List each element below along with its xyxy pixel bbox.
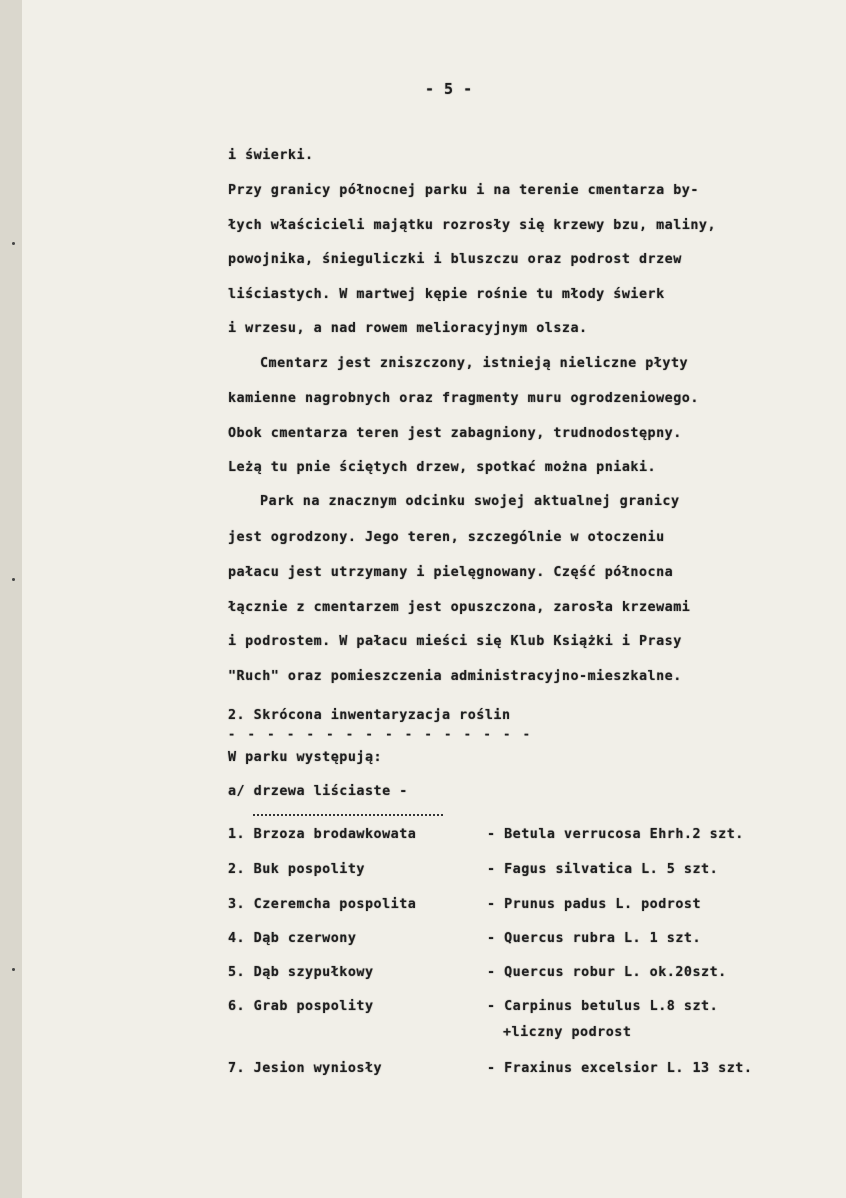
- species-name: 3. Czeremcha pospolita: [228, 897, 417, 912]
- species-name: 7. Jesion wyniosły: [228, 1061, 383, 1076]
- margin-mark: [12, 578, 15, 581]
- paragraph-line: łych właścicieli majątku rozrosły się krzewy bzu, maliny,: [228, 218, 717, 233]
- species-latin: - Fraxinus excelsior L. 13 szt.: [487, 1061, 753, 1076]
- margin-mark: [12, 968, 15, 971]
- species-latin: - Betula verrucosa Ehrh.2 szt.: [487, 827, 744, 842]
- paragraph-line: "Ruch" oraz pomieszczenia administracyjno-mieszkalne.: [228, 669, 682, 684]
- paragraph-line: i wrzesu, a nad rowem melioracyjnym olsza.: [228, 321, 588, 336]
- paragraph-line: powojnika, śnieguliczki i bluszczu oraz podrost drzew: [228, 252, 682, 267]
- category-underline: [253, 814, 443, 816]
- margin-mark: [12, 242, 15, 245]
- paragraph-line: Obok cmentarza teren jest zabagniony, trudnodostępny.: [228, 426, 682, 441]
- paragraph-line: Cmentarz jest zniszczony, istnieją nieliczne płyty: [260, 356, 689, 371]
- section-intro: W parku występują:: [228, 750, 383, 765]
- paragraph-line: liściastych. W martwej kępie rośnie tu młody świerk: [228, 287, 665, 302]
- species-latin-continuation: +liczny podrost: [503, 1025, 632, 1040]
- section-heading: 2. Skrócona inwentaryzacja roślin: [228, 708, 511, 723]
- page-number: - 5 -: [425, 80, 473, 98]
- paragraph-line: łącznie z cmentarzem jest opuszczona, zarosła krzewami: [228, 600, 691, 615]
- category-label: a/ drzewa liściaste -: [228, 784, 408, 799]
- paragraph-line: jest ogrodzony. Jego teren, szczególnie w otoczeniu: [228, 530, 665, 545]
- species-latin: - Quercus rubra L. 1 szt.: [487, 931, 702, 946]
- paragraph-line: Przy granicy północnej parku i na terenie cmentarza by-: [228, 183, 699, 198]
- species-latin: - Quercus robur L. ok.20szt.: [487, 965, 727, 980]
- paragraph-line: i świerki.: [228, 148, 314, 163]
- paragraph-line: Park na znacznym odcinku swojej aktualnej granicy: [260, 494, 680, 509]
- paragraph-line: pałacu jest utrzymany i pielęgnowany. Część północna: [228, 565, 674, 580]
- species-latin: - Fagus silvatica L. 5 szt.: [487, 862, 719, 877]
- paragraph-line: i podrostem. W pałacu mieści się Klub Książki i Prasy: [228, 634, 682, 649]
- document-page: [22, 0, 846, 1198]
- page-edge: [0, 0, 22, 1198]
- species-name: 1. Brzoza brodawkowata: [228, 827, 417, 842]
- species-name: 4. Dąb czerwony: [228, 931, 357, 946]
- species-latin: - Prunus padus L. podrost: [487, 897, 702, 912]
- species-latin: - Carpinus betulus L.8 szt.: [487, 999, 719, 1014]
- species-name: 6. Grab pospolity: [228, 999, 374, 1014]
- heading-underline: - - - - - - - - - - - - - - - -: [228, 727, 533, 741]
- paragraph-line: kamienne nagrobnych oraz fragmenty muru ogrodzeniowego.: [228, 391, 699, 406]
- species-name: 5. Dąb szypułkowy: [228, 965, 374, 980]
- species-name: 2. Buk pospolity: [228, 862, 365, 877]
- paragraph-line: Leżą tu pnie ściętych drzew, spotkać można pniaki.: [228, 460, 657, 475]
